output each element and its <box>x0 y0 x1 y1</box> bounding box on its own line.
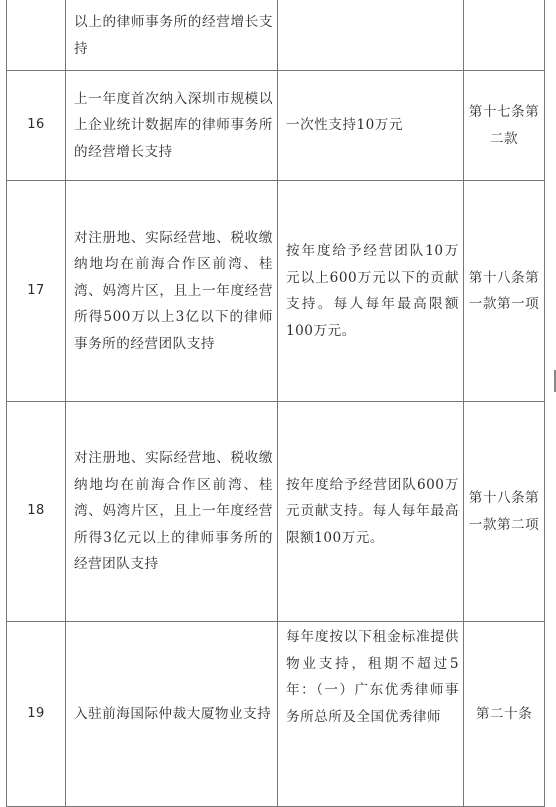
support-amount: 一次性支持10万元 <box>278 71 464 181</box>
policy-article: 第十八条第一款第二项 <box>464 402 545 622</box>
support-amount <box>278 0 464 71</box>
support-item-text: 以上的律师事务所的经营增长支持 <box>74 14 273 57</box>
row-number: 17 <box>7 181 66 402</box>
support-amount: 按年度给予经营团队600万元贡献支持。每人每年最高限额100万元。 <box>278 402 464 622</box>
row-number: 18 <box>7 402 66 622</box>
support-amount: 每年度按以下租金标准提供物业支持，租期不超过5年：（一）广东优秀律师事务所总所及全国优秀律师 <box>278 622 464 807</box>
table-row <box>7 0 545 71</box>
row-number: 16 <box>7 71 66 181</box>
support-item <box>66 0 278 71</box>
support-item: 入驻前海国际仲裁大厦物业支持 <box>66 622 278 807</box>
table-row <box>7 181 545 402</box>
row-number <box>7 0 66 71</box>
subsidy-table <box>6 0 545 807</box>
table-row <box>7 622 545 807</box>
table-row <box>7 402 545 622</box>
table-row <box>7 71 545 181</box>
support-amount: 按年度给予经营团队10万元以上600万元以下的贡献支持。每人每年最高限额100万元。 <box>278 181 464 402</box>
policy-article: 第十七条第二款 <box>464 71 545 181</box>
support-item: 上一年度首次纳入深圳市规模以上企业统计数据库的律师事务所的经营增长支持 <box>66 71 278 181</box>
policy-article <box>464 0 545 71</box>
policy-article: 第十八条第一款第一项 <box>464 181 545 402</box>
support-item: 对注册地、实际经营地、税收缴纳地均在前海合作区前湾、桂湾、妈湾片区，且上一年度经营所得3亿元以上的律师事务所的经营团队支持 <box>66 402 278 622</box>
row-number: 19 <box>7 622 66 807</box>
policy-article: 第二十条 <box>464 622 545 807</box>
support-item: 对注册地、实际经营地、税收缴纳地均在前海合作区前湾、桂湾、妈湾片区，且上一年度经营所得500万以上3亿以下的律师事务所的经营团队支持 <box>66 181 278 402</box>
